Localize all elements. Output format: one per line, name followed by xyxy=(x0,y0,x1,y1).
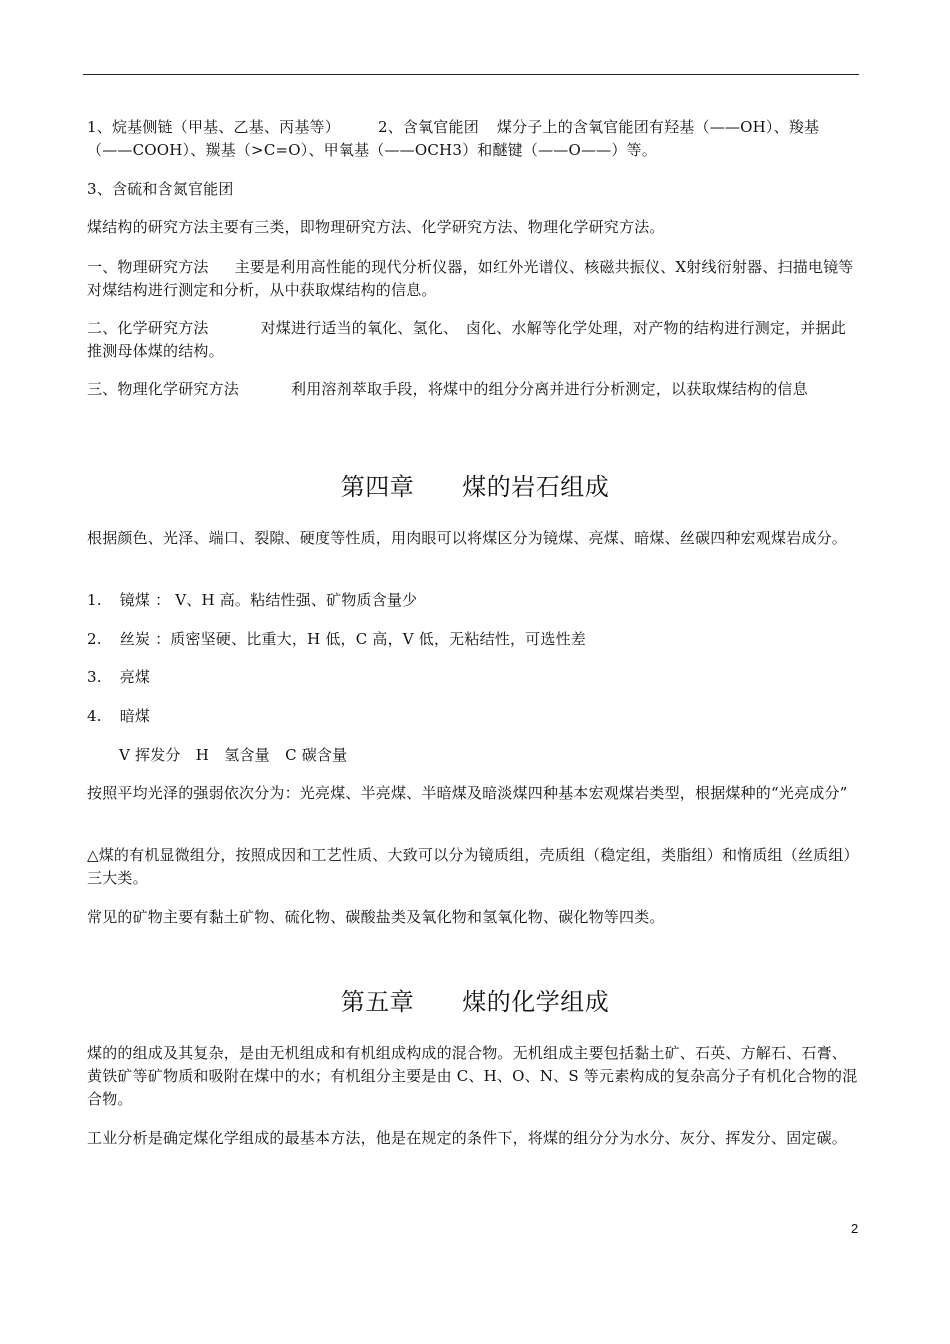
item-oxygen-groups: 2、含氧官能团 xyxy=(377,118,479,136)
chemical-method-paragraph xyxy=(87,317,859,363)
chapter-5-title: 煤的化学组成 xyxy=(462,988,610,1016)
list-item-number: 2. xyxy=(87,630,102,648)
page-number: 2 xyxy=(851,1221,859,1236)
item-sulfur-nitrogen-groups: 3、含硫和含氮官能团 xyxy=(87,180,234,198)
list-item-number: 4. xyxy=(87,707,102,725)
list-item-text: 暗煤 xyxy=(119,707,151,725)
list-item-text: 镜煤 ： V、H 高。粘结性强、矿物质含量少 xyxy=(119,591,418,609)
abbreviation-legend: V 挥发分 H 氢含量 C 碳含量 xyxy=(119,746,348,764)
methods-summary: 煤结构的研究方法主要有三类，即物理研究方法、化学研究方法、物理化学研究方法。 xyxy=(87,218,665,236)
composition-paragraph: 煤的的组成及其复杂，是由无机组成和有机组成构成的混合物。无机组成主要包括黏土矿、石英、方解石、石膏、黄铁矿等矿物质和吸附在煤中的水；有机组分主要是由 C、H、O、N、S 等元素构成的复杂高分子有机化合物的混合物。 xyxy=(87,1044,858,1108)
chapter-4-number: 第四章 xyxy=(340,473,415,501)
chemical-method-label: 二、化学研究方法 xyxy=(87,319,209,337)
chapter-4-heading xyxy=(0,472,950,502)
list-item xyxy=(87,628,859,651)
item-alkyl-side-chain: 1、烷基侧链（甲基、乙基、丙基等） xyxy=(87,118,340,136)
brightness-types-paragraph: 按照平均光泽的强弱依次分为：光亮煤、半亮煤、半暗煤及暗淡煤四种基本宏观煤岩类型，根据煤种的“光亮成分” xyxy=(87,784,848,802)
oxygen-groups-text: 煤分子上的含氧官能团有羟基（——OH）、羧基（——COOH）、羰基（>C=O）、甲氧基（——OCH3）和醚键（——O——）等。 xyxy=(87,118,820,159)
list-item xyxy=(87,705,859,728)
list-item xyxy=(87,589,859,612)
physicochemical-method-text: 利用溶剂萃取手段，将煤中的组分分离并进行分析测定，以获取煤结构的信息 xyxy=(291,380,808,398)
physicochemical-method-paragraph xyxy=(87,378,859,401)
proximate-analysis-paragraph: 工业分析是确定煤化学组成的最基本方法，他是在规定的条件下，将煤的组分分为水分、灰分、挥发分、固定碳。 xyxy=(87,1129,848,1147)
list-item-number: 1. xyxy=(87,591,102,609)
header-rule xyxy=(83,74,859,75)
physicochemical-method-label: 三、物理化学研究方法 xyxy=(87,380,240,398)
physical-method-label: 一、物理研究方法 xyxy=(87,258,209,276)
chapter-5-number: 第五章 xyxy=(340,988,415,1016)
chapter-5-heading xyxy=(0,987,950,1017)
physical-method-paragraph xyxy=(87,256,859,302)
functional-groups-paragraph xyxy=(87,116,859,162)
minerals-paragraph: 常见的矿物主要有黏土矿物、硫化物、碳酸盐类及氧化物和氢氧化物、碳化物等四类。 xyxy=(87,908,665,926)
list-item-text: 亮煤 xyxy=(119,668,151,686)
list-item-text: 丝炭 ：质密坚硬、比重大，H 低，C 高，V 低，无粘结性，可选性差 xyxy=(119,630,586,648)
physical-method-text: 主要是利用高性能的现代分析仪器，如红外光谱仪、核磁共振仪、X射线衍射器、扫描电镜等对煤结构进行测定和分析，从中获取煤结构的信息。 xyxy=(87,258,854,299)
chapter-4-title: 煤的岩石组成 xyxy=(462,473,610,501)
macro-components-paragraph: 根据颜色、光泽、端口、裂隙、硬度等性质，用肉眼可以将煤区分为镜煤、亮煤、暗煤、丝碳四种宏观煤岩成分。 xyxy=(87,529,848,547)
list-item xyxy=(87,666,859,689)
list-item-number: 3. xyxy=(87,668,102,686)
maceral-groups-paragraph: △煤的有机显微组分，按照成因和工艺性质、大致可以分为镜质组，壳质组（稳定组，类脂组）和惰质组（丝质组）三大类。 xyxy=(87,846,859,887)
chemical-method-text: 对煤进行适当的氧化、氢化、 卤化、水解等化学处理，对产物的结构进行测定，并据此推测母体煤的结构。 xyxy=(87,319,846,360)
